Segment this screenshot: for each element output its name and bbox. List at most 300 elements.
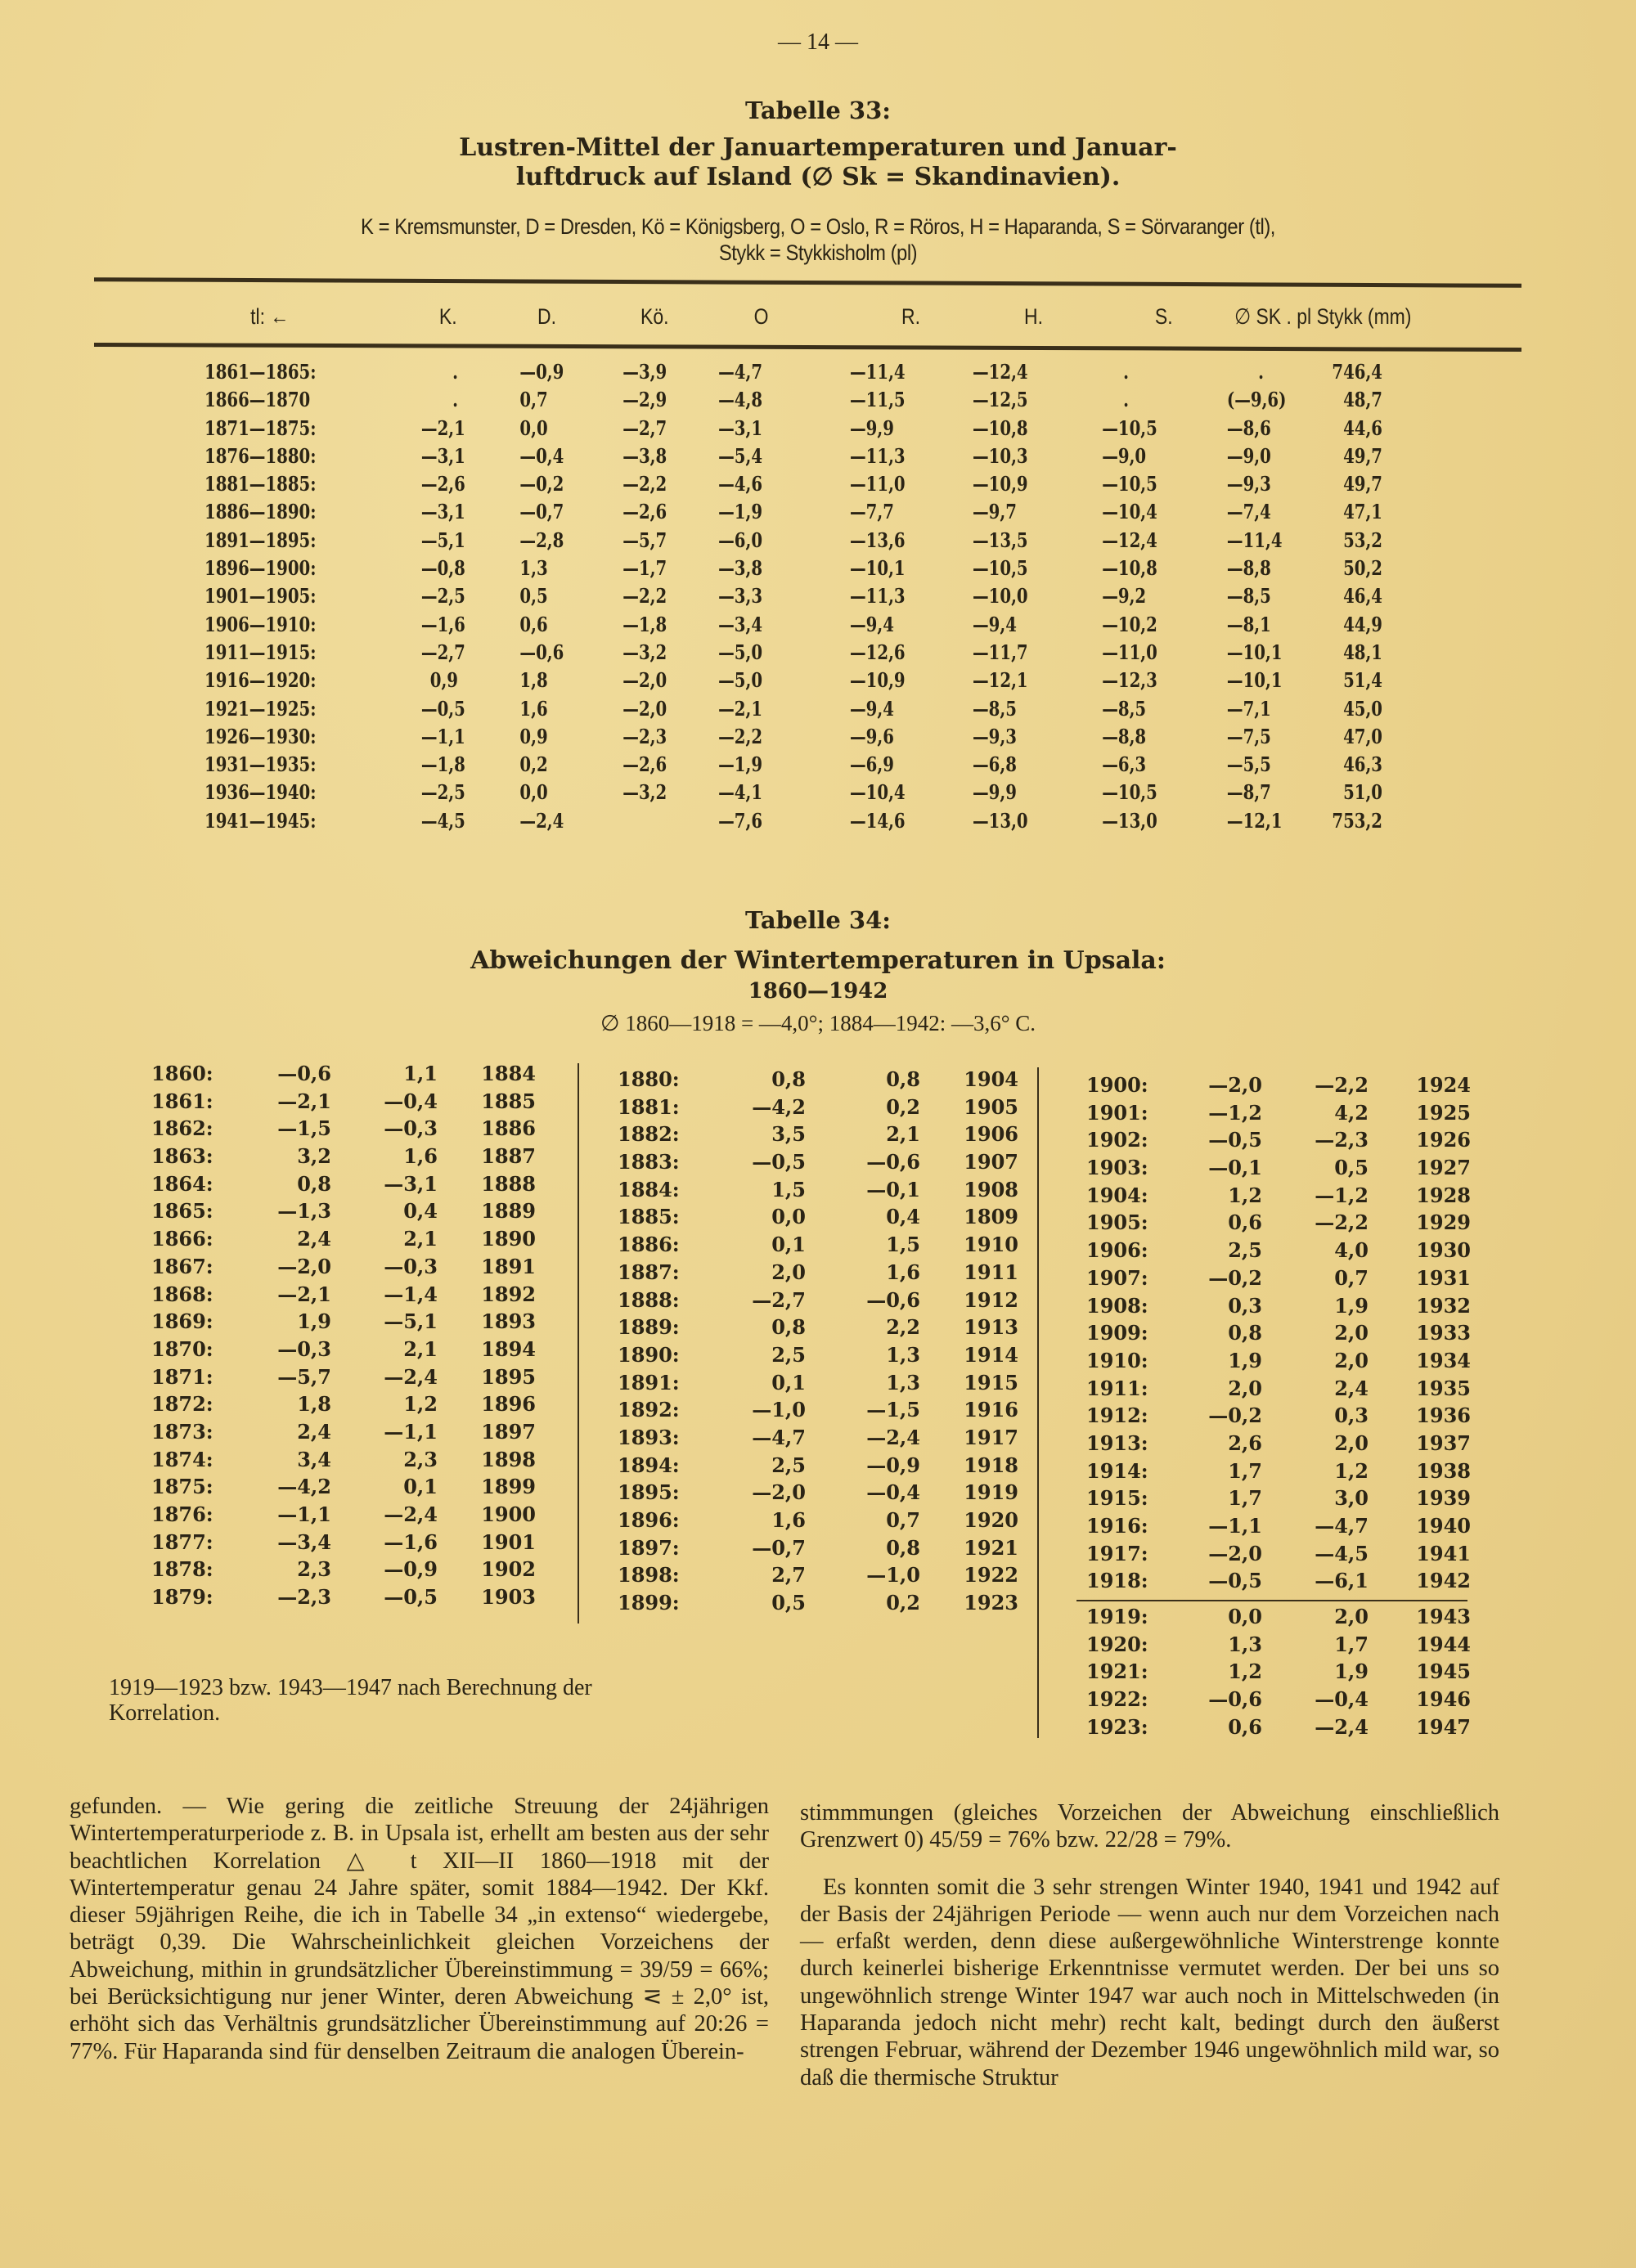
- cell-year-label: 1878:: [151, 1557, 213, 1582]
- table34-block-1: [151, 1062, 536, 1613]
- cell-deviation-b: 0,8: [886, 1535, 920, 1560]
- cell-deviation-b: 1,6: [403, 1144, 438, 1169]
- cell-deviation-b: 2,1: [403, 1227, 438, 1251]
- cell-h: —6,8: [973, 752, 1017, 777]
- cell-o: —3,8: [718, 556, 763, 581]
- cell-deviation-b: —0,5: [384, 1585, 438, 1610]
- cell-deviation-a: 2,4: [297, 1419, 331, 1444]
- cell-stykk: 49,7: [1343, 472, 1382, 496]
- cell-deviation-b: 0,2: [886, 1591, 920, 1615]
- table34-row: [618, 1535, 1018, 1564]
- cell-year-later: 1921: [964, 1535, 1018, 1560]
- cell-sk: —7,5: [1226, 724, 1271, 748]
- cell-year-later: 1943: [1416, 1605, 1471, 1628]
- cell-year-later: 1916: [964, 1398, 1018, 1422]
- cell-deviation-b: 2,0: [1334, 1348, 1369, 1372]
- cell-k: —2,1: [420, 415, 465, 440]
- cell-year-label: 1894:: [618, 1453, 680, 1477]
- header-r: R.: [901, 304, 920, 329]
- cell-s: —9,0: [1102, 443, 1147, 468]
- cell-deviation-b: 1,7: [1334, 1632, 1369, 1656]
- cell-year-label: 1879:: [151, 1585, 213, 1610]
- cell-deviation-b: —1,5: [866, 1398, 920, 1422]
- cell-deviation-a: 0,8: [771, 1067, 806, 1091]
- cell-year-label: 1922:: [1086, 1687, 1148, 1712]
- cell-deviation-b: —2,4: [1315, 1714, 1369, 1739]
- cell-k: —4,5: [420, 808, 465, 833]
- body-paragraph-left: gefunden. — Wie gering die zeitliche Streuung der 24jährigen Wintertemperaturperiode z. B. in Upsala ist, erhellt am besten aus der sehr beachtlichen Korrelation △ t XII—II 1860—1918 mit der Wintertemperatur genau 24 Jahre später, somit 1884—1942. Der Kkf. dieser 59jährigen Reihe, die ich in Tabelle 34 „in extenso“ wiedergebe, beträgt 0,39. Die Wahrscheinlichkeit gleichen Vorzeichens der Abweichung, mithin in grundsätzlicher Übereinstimmung = 39/59 = 66%; bei Berücksichtigung nur jener Winter, deren Abweichung ⋜ ± 2,0° ist, erhöht sich das Verhältnis grundsätzlicher Übereinstimmung auf 20:26 = 77%. Für Haparanda sind für denselben Zeitraum die analogen Überein-: [70, 1794, 769, 2064]
- table34-row: [151, 1502, 536, 1530]
- cell-stykk: 45,0: [1343, 696, 1382, 721]
- cell-r: —11,4: [850, 360, 906, 384]
- table34-row: [1086, 1605, 1471, 1633]
- cell-year-label: 1870:: [151, 1336, 213, 1361]
- cell-r: —10,1: [850, 556, 906, 581]
- cell-s: —10,4: [1102, 500, 1157, 524]
- cell-deviation-a: 2,5: [1228, 1238, 1262, 1263]
- cell-h: —9,4: [973, 612, 1017, 636]
- cell-ko: —2,2: [622, 584, 667, 609]
- cell-deviation-b: 0,2: [886, 1094, 920, 1119]
- cell-k: —2,6: [420, 472, 465, 496]
- cell-year-later: 1923: [964, 1591, 1018, 1615]
- cell-sk: (—9,6): [1226, 388, 1287, 412]
- table34-row: [1086, 1156, 1471, 1183]
- cell-stykk: 746,4: [1332, 360, 1382, 384]
- cell-year-later: 1926: [1416, 1128, 1471, 1152]
- table34-row: [1086, 1294, 1471, 1322]
- cell-deviation-b: —0,6: [866, 1150, 920, 1174]
- cell-r: —11,3: [850, 443, 906, 468]
- cell-deviation-b: 0,7: [1334, 1265, 1369, 1290]
- cell-deviation-b: —5,1: [384, 1309, 438, 1334]
- cell-sk: —8,6: [1226, 415, 1271, 440]
- cell-deviation-b: —2,3: [1315, 1128, 1369, 1152]
- cell-deviation-a: —5,7: [277, 1364, 331, 1389]
- cell-year-later: 1938: [1416, 1458, 1471, 1483]
- cell-d: 0,0: [519, 415, 548, 440]
- cell-deviation-a: 1,2: [1228, 1183, 1262, 1207]
- cell-deviation-b: 1,5: [886, 1233, 920, 1257]
- cell-ko: —2,7: [622, 415, 667, 440]
- cell-deviation-b: —2,4: [384, 1502, 438, 1526]
- table34-row: [1086, 1514, 1471, 1542]
- cell-deviation-a: 1,3: [1228, 1632, 1262, 1656]
- cell-year-later: 1890: [481, 1227, 536, 1251]
- cell-year-later: 1925: [1416, 1100, 1471, 1125]
- cell-period: 1886—1890:: [204, 500, 317, 524]
- cell-stykk: 46,3: [1343, 752, 1382, 777]
- cell-ko: —1,8: [622, 612, 667, 636]
- header-ko: Kö.: [640, 304, 669, 329]
- cell-deviation-a: 0,6: [1228, 1210, 1262, 1235]
- cell-year-later: 1914: [964, 1342, 1018, 1367]
- cell-deviation-a: —4,2: [752, 1094, 806, 1119]
- table34-row: [618, 1122, 1018, 1150]
- cell-deviation-a: —0,6: [1208, 1687, 1262, 1712]
- cell-deviation-a: —1,1: [1208, 1514, 1262, 1538]
- cell-deviation-a: —2,1: [277, 1089, 331, 1113]
- cell-stykk: 47,1: [1343, 500, 1382, 524]
- cell-deviation-b: —1,1: [384, 1419, 438, 1444]
- cell-deviation-b: —6,1: [1315, 1569, 1369, 1593]
- cell-deviation-a: 1,5: [771, 1177, 806, 1201]
- cell-s: .: [1123, 388, 1129, 412]
- cell-deviation-a: —2,7: [752, 1287, 806, 1312]
- cell-year-label: 1887:: [618, 1260, 680, 1284]
- table34-row: [618, 1315, 1018, 1343]
- cell-deviation-a: 2,0: [771, 1260, 806, 1284]
- cell-deviation-a: —1,5: [277, 1116, 331, 1141]
- cell-o: —6,0: [718, 528, 763, 552]
- table34-row: [151, 1392, 536, 1420]
- cell-year-later: 1897: [481, 1419, 536, 1444]
- cell-k: —3,1: [420, 500, 465, 524]
- table34-row: [151, 1227, 536, 1255]
- cell-year-later: 1902: [481, 1557, 536, 1582]
- cell-o: —1,9: [718, 500, 763, 524]
- cell-year-label: 1871:: [151, 1364, 213, 1389]
- cell-sk: —8,7: [1226, 780, 1271, 805]
- cell-period: 1896—1900:: [204, 556, 317, 581]
- cell-year-label: 1900:: [1086, 1073, 1148, 1097]
- cell-o: —4,6: [718, 472, 763, 496]
- cell-r: —11,3: [850, 584, 906, 609]
- cell-year-label: 1860:: [151, 1062, 213, 1085]
- table34-row: [151, 1420, 536, 1448]
- cell-year-later: 1933: [1416, 1321, 1471, 1345]
- cell-year-label: 1921:: [1086, 1659, 1148, 1684]
- cell-s: —10,5: [1102, 472, 1157, 496]
- cell-year-later: 1937: [1416, 1430, 1471, 1455]
- cell-year-later: 1930: [1416, 1238, 1471, 1263]
- cell-deviation-a: 1,7: [1228, 1486, 1262, 1511]
- cell-stykk: 51,0: [1343, 780, 1382, 805]
- table34-row: [1086, 1349, 1471, 1377]
- cell-year-label: 1919:: [1086, 1605, 1148, 1628]
- table34-row: [1086, 1238, 1471, 1266]
- cell-deviation-b: 1,1: [403, 1062, 438, 1085]
- cell-deviation-a: —2,1: [277, 1282, 331, 1306]
- cell-deviation-a: 1,6: [771, 1508, 806, 1532]
- cell-year-later: 1912: [964, 1287, 1018, 1312]
- cell-deviation-b: —1,0: [866, 1563, 920, 1588]
- cell-r: —9,6: [850, 724, 894, 748]
- cell-h: —12,1: [973, 668, 1028, 693]
- table34-subtitle-2: 1860—1942: [748, 979, 888, 1004]
- cell-year-label: 1864:: [151, 1171, 213, 1196]
- cell-year-later: 1898: [481, 1447, 536, 1471]
- table34-row: [618, 1287, 1018, 1316]
- cell-deviation-a: 3,2: [297, 1144, 331, 1169]
- cell-o: —5,4: [718, 443, 763, 468]
- cell-year-later: 1896: [481, 1392, 536, 1417]
- cell-h: —9,7: [973, 500, 1017, 524]
- table34-row: [1086, 1431, 1471, 1459]
- cell-year-later: 1888: [481, 1171, 536, 1196]
- cell-stykk: 46,4: [1343, 584, 1382, 609]
- cell-o: —1,9: [718, 752, 763, 777]
- cell-deviation-b: —0,9: [384, 1557, 438, 1582]
- cell-deviation-a: 0,0: [1228, 1605, 1262, 1628]
- cell-year-later: 1919: [964, 1480, 1018, 1505]
- cell-deviation-b: 0,4: [403, 1199, 438, 1224]
- cell-year-later: 1893: [481, 1309, 536, 1334]
- cell-ko: —2,6: [622, 752, 667, 777]
- cell-d: —0,9: [519, 360, 564, 384]
- header-sk-stykk: ∅ SK . pl Stykk (mm): [1234, 304, 1412, 329]
- cell-deviation-a: 1,8: [297, 1392, 331, 1417]
- table33-subtitle-1: Lustren-Mittel der Januartemperaturen und Januar-: [459, 133, 1177, 162]
- cell-year-later: 1918: [964, 1453, 1018, 1477]
- cell-deviation-a: —2,0: [1208, 1073, 1262, 1097]
- cell-ko: —1,7: [622, 556, 667, 581]
- cell-year-later: 1899: [481, 1475, 536, 1499]
- table34-row: [1086, 1073, 1471, 1101]
- cell-deviation-b: 0,5: [1334, 1156, 1369, 1180]
- header-k: K.: [438, 304, 457, 329]
- cell-s: —11,0: [1102, 640, 1157, 664]
- cell-deviation-b: 0,1: [403, 1475, 438, 1499]
- cell-stykk: 49,7: [1343, 443, 1382, 468]
- cell-r: —13,6: [850, 528, 906, 552]
- cell-o: —2,1: [718, 696, 763, 721]
- table34-row: [618, 1563, 1018, 1591]
- cell-sk: —5,5: [1226, 752, 1271, 777]
- cell-deviation-a: 2,5: [771, 1453, 806, 1477]
- cell-year-label: 1916:: [1086, 1514, 1148, 1538]
- cell-year-label: 1908:: [1086, 1293, 1148, 1318]
- cell-deviation-a: 0,1: [771, 1233, 806, 1257]
- cell-stykk: 51,4: [1343, 668, 1382, 693]
- cell-k: —1,8: [420, 752, 465, 777]
- cell-ko: —2,6: [622, 500, 667, 524]
- cell-deviation-b: 0,8: [886, 1067, 920, 1091]
- cell-deviation-a: —0,5: [752, 1150, 806, 1174]
- cell-d: 1,3: [519, 556, 548, 581]
- cell-year-label: 1915:: [1086, 1486, 1148, 1511]
- table33-top-rule: [94, 277, 1521, 288]
- cell-deviation-a: —0,2: [1208, 1265, 1262, 1290]
- cell-period: 1916—1920:: [204, 668, 317, 693]
- cell-ko: —3,2: [622, 780, 667, 805]
- cell-o: —5,0: [718, 640, 763, 664]
- cell-year-later: 1906: [964, 1122, 1018, 1147]
- cell-year-label: 1867:: [151, 1254, 213, 1278]
- cell-k: 0,9: [429, 668, 458, 693]
- cell-year-label: 1913:: [1086, 1430, 1148, 1455]
- cell-year-label: 1906:: [1086, 1238, 1148, 1263]
- cell-ko: —2,0: [622, 668, 667, 693]
- cell-year-label: 1874:: [151, 1447, 213, 1471]
- cell-period: 1936—1940:: [204, 780, 317, 805]
- cell-year-later: 1905: [964, 1094, 1018, 1119]
- cell-r: —12,6: [850, 640, 906, 664]
- cell-year-later: 1892: [481, 1282, 536, 1306]
- cell-deviation-b: —2,4: [866, 1425, 920, 1449]
- cell-year-label: 1888:: [618, 1287, 680, 1312]
- cell-year-later: 1941: [1416, 1541, 1471, 1565]
- cell-d: —2,8: [519, 528, 564, 552]
- cell-year-label: 1892:: [618, 1398, 680, 1422]
- cell-year-label: 1865:: [151, 1199, 213, 1224]
- table34-row: [618, 1342, 1018, 1371]
- cell-deviation-a: 0,5: [771, 1591, 806, 1615]
- cell-year-label: 1875:: [151, 1475, 213, 1499]
- cell-period: 1866—1870: [204, 388, 311, 412]
- cell-d: —0,4: [519, 443, 564, 468]
- cell-sk: —12,1: [1226, 808, 1283, 833]
- cell-sk: .: [1258, 360, 1264, 384]
- cell-year-later: 1884: [481, 1062, 536, 1085]
- table34-row: [1086, 1542, 1471, 1570]
- table34-divider-2: [1037, 1067, 1039, 1738]
- cell-deviation-a: 2,4: [297, 1227, 331, 1251]
- cell-deviation-b: —0,4: [384, 1089, 438, 1113]
- cell-deviation-a: —2,0: [277, 1254, 331, 1278]
- table34-row: [618, 1425, 1018, 1453]
- cell-year-label: 1905:: [1086, 1210, 1148, 1235]
- cell-deviation-b: 2,4: [1334, 1376, 1369, 1400]
- cell-year-label: 1897:: [618, 1535, 680, 1560]
- table34-row: [1086, 1633, 1471, 1660]
- cell-year-label: 1920:: [1086, 1632, 1148, 1656]
- cell-o: —2,2: [718, 724, 763, 748]
- cell-s: —9,2: [1102, 584, 1147, 609]
- cell-deviation-a: 1,7: [1228, 1458, 1262, 1483]
- header-d: D.: [537, 304, 556, 329]
- cell-deviation-b: 3,0: [1334, 1486, 1369, 1511]
- table33-title: Tabelle 33:: [745, 97, 891, 124]
- cell-deviation-b: 1,9: [1334, 1659, 1369, 1684]
- table34-row: [1086, 1486, 1471, 1514]
- cell-sk: —9,3: [1226, 472, 1271, 496]
- cell-r: —9,4: [850, 612, 894, 636]
- cell-year-later: 1940: [1416, 1514, 1471, 1538]
- cell-o: —4,7: [718, 360, 763, 384]
- cell-r: —9,9: [850, 415, 894, 440]
- cell-ko: —2,0: [622, 696, 667, 721]
- cell-k: —0,8: [420, 556, 465, 581]
- cell-deviation-b: —4,5: [1315, 1541, 1369, 1565]
- cell-period: 1876—1880:: [204, 443, 317, 468]
- cell-year-label: 1891:: [618, 1370, 680, 1394]
- cell-r: —14,6: [850, 808, 906, 833]
- cell-sk: —10,1: [1226, 640, 1283, 664]
- body-paragraph-right-1: stimmmungen (gleiches Vorzeichen der Abweichung einschließlich Grenzwert 0) 45/59 = 76% bzw. 22/28 = 79%.: [800, 1800, 1499, 1853]
- cell-deviation-a: 3,4: [297, 1447, 331, 1471]
- cell-deviation-a: 0,3: [1228, 1293, 1262, 1318]
- table34-row: [618, 1205, 1018, 1233]
- cell-year-label: 1907:: [1086, 1265, 1148, 1290]
- table34-divider-1: [578, 1063, 579, 1624]
- cell-period: 1931—1935:: [204, 752, 317, 777]
- table34-row: [1086, 1377, 1471, 1404]
- cell-year-later: 1900: [481, 1502, 536, 1526]
- cell-s: —10,2: [1102, 612, 1157, 636]
- cell-deviation-b: 2,3: [403, 1447, 438, 1471]
- cell-year-label: 1884:: [618, 1177, 680, 1201]
- cell-h: —10,8: [973, 415, 1028, 440]
- cell-d: 0,6: [519, 612, 548, 636]
- table34-row: [618, 1177, 1018, 1206]
- cell-year-label: 1889:: [618, 1315, 680, 1340]
- cell-deviation-a: —1,2: [1208, 1100, 1262, 1125]
- table34-row: [1086, 1101, 1471, 1129]
- cell-sk: —9,0: [1226, 443, 1271, 468]
- table34-block-3-extrapolated: [1086, 1605, 1471, 1742]
- cell-year-later: 1917: [964, 1425, 1018, 1449]
- cell-year-label: 1869:: [151, 1309, 213, 1334]
- cell-year-label: 1923:: [1086, 1714, 1148, 1739]
- cell-year-later: 1935: [1416, 1376, 1471, 1400]
- cell-ko: —5,7: [622, 528, 667, 552]
- table34-row: [1086, 1687, 1471, 1715]
- cell-o: —7,6: [718, 808, 763, 833]
- cell-deviation-a: —1,0: [752, 1398, 806, 1422]
- cell-year-later: 1901: [481, 1529, 536, 1554]
- cell-deviation-b: 1,3: [886, 1370, 920, 1394]
- cell-year-later: 1936: [1416, 1403, 1471, 1428]
- cell-h: —13,0: [973, 808, 1028, 833]
- cell-year-later: 1945: [1416, 1659, 1471, 1684]
- cell-year-later: 1910: [964, 1233, 1018, 1257]
- cell-year-label: 1918:: [1086, 1569, 1148, 1593]
- table34-row: [618, 1453, 1018, 1481]
- cell-year-label: 1877:: [151, 1529, 213, 1554]
- cell-deviation-b: —0,4: [1315, 1687, 1369, 1712]
- table34-row: [1086, 1321, 1471, 1349]
- cell-year-label: 1861:: [151, 1089, 213, 1113]
- cell-deviation-a: 0,8: [771, 1315, 806, 1340]
- cell-ko: —3,8: [622, 443, 667, 468]
- cell-year-later: 1894: [481, 1336, 536, 1361]
- cell-d: —2,4: [519, 808, 564, 833]
- cell-d: 1,6: [519, 696, 548, 721]
- cell-year-later: 1924: [1416, 1073, 1471, 1097]
- cell-deviation-a: 1,9: [1228, 1348, 1262, 1372]
- table34-row: [1086, 1128, 1471, 1156]
- cell-k: —1,1: [420, 724, 465, 748]
- cell-year-later: 1886: [481, 1116, 536, 1141]
- cell-o: —5,0: [718, 668, 763, 693]
- cell-deviation-b: —2,4: [384, 1364, 438, 1389]
- cell-deviation-b: —2,2: [1315, 1073, 1369, 1097]
- cell-deviation-b: 1,2: [403, 1392, 438, 1417]
- cell-year-later: 1895: [481, 1364, 536, 1389]
- cell-deviation-a: —0,1: [1208, 1156, 1262, 1180]
- cell-year-label: 1902:: [1086, 1128, 1148, 1152]
- cell-deviation-b: 1,6: [886, 1260, 920, 1284]
- table34-row: [151, 1585, 536, 1613]
- cell-year-label: 1898:: [618, 1563, 680, 1588]
- cell-sk: —10,1: [1226, 668, 1283, 693]
- table33-header-row: [0, 304, 1636, 337]
- table33-legend-1: K = Kremsmunster, D = Dresden, Kö = Königsberg, O = Oslo, R = Röros, H = Haparanda, S = Sörvaranger (tl),: [361, 214, 1275, 239]
- cell-ko: —3,2: [622, 640, 667, 664]
- page-number: — 14 —: [778, 29, 858, 55]
- cell-h: —10,0: [973, 584, 1028, 609]
- cell-d: 0,7: [519, 388, 548, 412]
- table34-subtitle-1: Abweichungen der Wintertemperaturen in Upsala:: [470, 946, 1166, 975]
- cell-h: —10,5: [973, 556, 1028, 581]
- cell-period: 1901—1905:: [204, 584, 317, 609]
- cell-period: 1921—1925:: [204, 696, 317, 721]
- cell-year-label: 1911:: [1086, 1376, 1148, 1400]
- cell-ko: —2,2: [622, 472, 667, 496]
- cell-deviation-a: —4,7: [752, 1425, 806, 1449]
- table34-row: [151, 1062, 536, 1089]
